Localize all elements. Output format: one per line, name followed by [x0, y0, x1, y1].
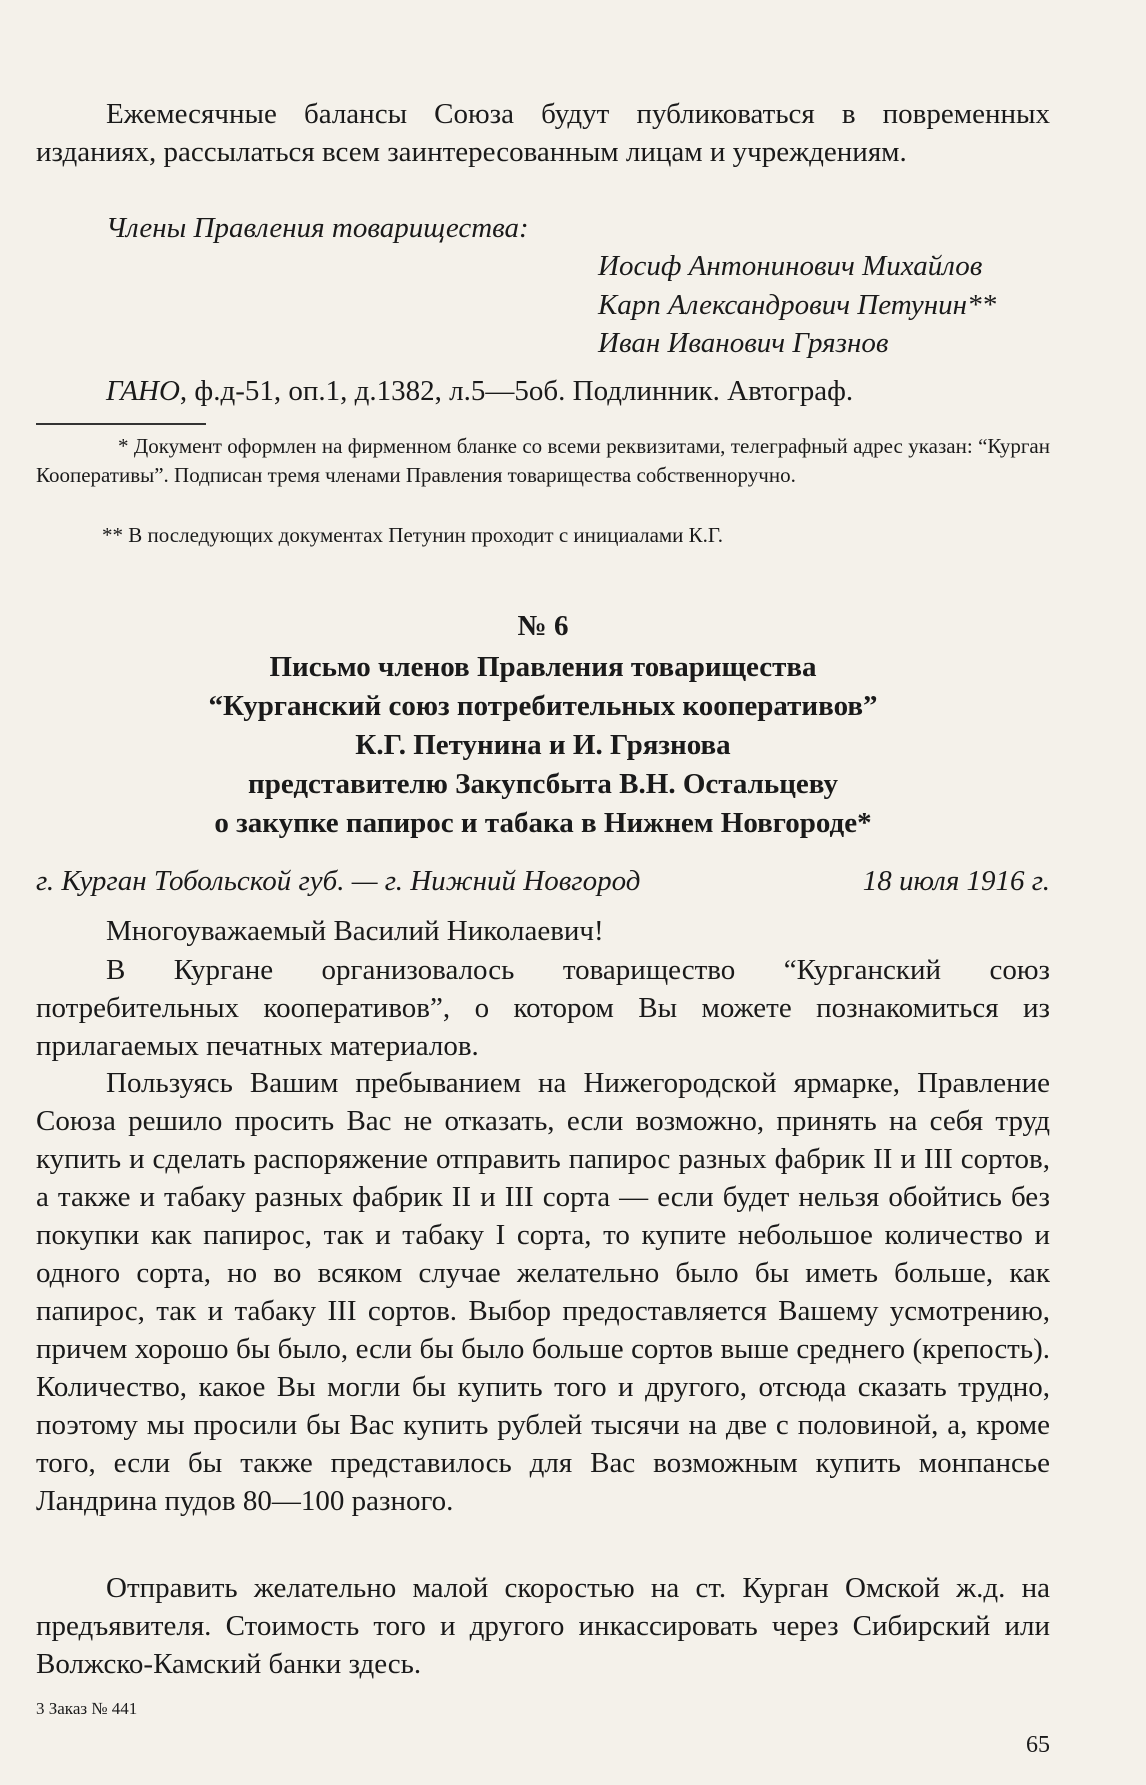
title-line-1: Письмо членов Правления товарищества [269, 651, 817, 683]
title-line-4: представителю Закупсбыта В.Н. Остальцеву [248, 768, 838, 800]
title-line-5: о закупке папирос и табака в Нижнем Новгороде* [214, 807, 872, 839]
closing-paragraph: Ежемесячные балансы Союза будут публиковаться в повременных изданиях, рассылаться всем заинтересованным лицам и учреждениям. [36, 98, 1050, 168]
archive-source [106, 372, 1086, 410]
letter-paragraph-1: В Кургане организовалось товарищество “Курганский союз потребительных кооперативов”, о котором Вы можете познакомиться из прилагаемых печатных материалов. [36, 954, 1050, 1062]
date-line: 18 июля 1916 г. [862, 865, 1050, 897]
signatory-3: Иван Иванович Грязнов [598, 327, 889, 359]
letter-paragraph-3: Отправить желательно малой скоростью на ст. Курган Омской ж.д. на предъявителя. Стоимость того и другого инкассировать через Сибирский или Волжско-Камский банки здесь. [36, 1572, 1050, 1680]
letter-paragraph-2: Пользуясь Вашим пребыванием на Нижегородской ярмарке, Правление Союза решило просить Вас не отказать, если возможно, принять на себя труд купить и сделать распоряжение отправить папирос разных фабрик II и III сортов, а также и табаку разных фабрик II и III сорта — если будет нельзя обойтись без покупки как папирос, так и табаку I сорта, то купите небольшое количество и одного сорта, но во всяком случае желательно было бы иметь больше, как папирос, так и табаку III сортов. Выбор предоставляется Вашему усмотрению, причем хорошо бы было, если бы было больше сортов выше среднего (крепость). Количество, какое Вы могли бы купить того и другого, отсюда сказать трудно, поэтому мы просили бы Вас купить рублей тысячи на две с половиной, а, кроме того, если бы также представилось для Вас возможным купить монпансье Ландрина пудов 80—100 разного. [36, 1067, 1050, 1517]
page-number: 65 [1026, 1732, 1050, 1758]
document-number: № 6 [517, 610, 569, 642]
title-line-3: К.Г. Петунина и И. Грязнова [355, 729, 731, 761]
footnote-2: ** В последующих документах Петунин проходит с инициалами К.Г. [102, 523, 723, 547]
archive-reference: , ф.д-51, оп.1, д.1382, л.5—5об. Подлинник. Автограф. [179, 375, 854, 407]
members-heading: Члены Правления товарищества: [106, 212, 529, 244]
signatory-1: Иосиф Антонинович Михайлов [598, 250, 983, 282]
title-line-2: “Курганский союз потребительных кооперативов” [208, 690, 878, 722]
footnote-divider [36, 423, 206, 425]
signatory-2: Карп Александрович Петунин** [598, 289, 997, 321]
footnote-1: * Документ оформлен на фирменном бланке со всеми реквизитами, телеграфный адрес указан: “Курган Кооперативы”. Подписан тремя членами Правления товарищества собственноручно. [36, 434, 1050, 487]
sheet-mark: 3 Заказ № 441 [36, 1699, 138, 1718]
salutation: Многоуважаемый Василий Николаевич! [106, 915, 604, 947]
place-line: г. Курган Тобольской губ. — г. Нижний Новгород [36, 865, 641, 897]
archive-name: ГАНО [106, 375, 180, 407]
